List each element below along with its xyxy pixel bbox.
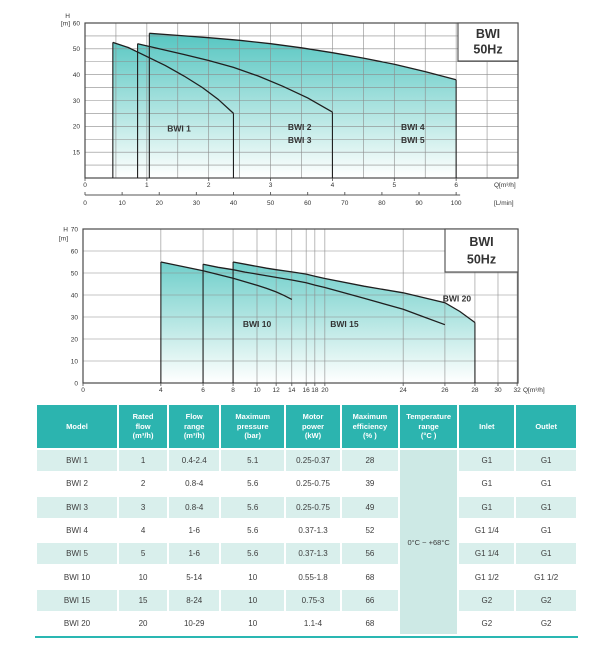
spec-cell-flow_range: 0.8-4 <box>169 473 219 494</box>
spec-cell-max_efficiency: 56 <box>342 543 398 564</box>
spec-cell-max_efficiency: 49 <box>342 497 398 518</box>
pump-operating-area <box>113 33 456 178</box>
spec-cell-max_pressure: 5.1 <box>221 450 284 471</box>
spec-cell-rated_flow: 5 <box>119 543 167 564</box>
x-tick-label: 4 <box>330 182 335 189</box>
lmin-tick-label: 20 <box>155 200 163 207</box>
y-tick-label: 30 <box>70 314 78 322</box>
spec-cell-flow_range: 8-24 <box>169 590 219 611</box>
spec-cell-inlet: G1 <box>459 450 514 471</box>
spec-row-bwi-20 <box>37 613 576 634</box>
spec-cell-motor_power: 0.37-1.3 <box>286 543 340 564</box>
spec-row-bwi-4 <box>37 520 576 541</box>
y-axis-name: H <box>65 13 70 20</box>
header-line: Maximum <box>235 411 270 421</box>
spec-col-header-model <box>37 405 117 448</box>
x-tick-label: 6 <box>201 387 205 394</box>
header-line: Maximum <box>352 411 388 421</box>
spec-cell-outlet: G1 <box>516 473 576 494</box>
spec-cell-max_efficiency: 52 <box>342 520 398 541</box>
pump-curve-chart-low-flow <box>0 0 609 215</box>
x-tick-label: 32 <box>513 387 521 394</box>
area-label: BWI 20 <box>442 293 472 304</box>
spec-cell-max_efficiency: 68 <box>342 566 398 587</box>
lmin-tick-label: 30 <box>192 200 200 207</box>
spec-cell-max_pressure: 5.6 <box>221 543 284 564</box>
x-tick-label: 30 <box>494 387 502 394</box>
x-tick-label: 5 <box>392 182 397 189</box>
x-tick-label: 18 <box>311 387 319 394</box>
lmin-axis-unit: [L/min] <box>494 200 514 207</box>
y-tick-label: 10 <box>70 358 78 366</box>
spec-cell-max_pressure: 5.6 <box>221 497 284 518</box>
header-line: flow <box>135 421 151 431</box>
x-tick-label: 14 <box>288 387 296 394</box>
spec-col-header-outlet <box>516 405 576 448</box>
spec-cell-flow_range: 10-29 <box>169 613 219 634</box>
header-line: Inlet <box>479 421 495 431</box>
spec-col-header-maximum <box>221 405 284 448</box>
spec-col-header-inlet <box>459 405 514 448</box>
y-tick-label: 50 <box>72 46 80 54</box>
y-axis-labels <box>61 13 80 157</box>
secondary-x-axis <box>83 192 514 207</box>
y-axis-unit: [m] <box>60 20 70 28</box>
x-tick-label: 3 <box>268 182 273 189</box>
x-tick-label: 20 <box>321 387 329 394</box>
spec-cell-model: BWI 3 <box>37 497 117 518</box>
header-line: (°C ) <box>420 431 437 441</box>
y-tick-label: 60 <box>72 20 80 28</box>
lmin-tick-label: 100 <box>450 200 462 207</box>
y-tick-label: 40 <box>70 292 78 300</box>
header-line: Temperature <box>406 411 452 421</box>
lmin-tick-label: 90 <box>415 200 423 207</box>
spec-row-bwi-15 <box>37 590 576 611</box>
header-line: (kW) <box>304 431 322 441</box>
x-tick-label: 1 <box>145 182 149 189</box>
header-line: (bar) <box>244 431 262 441</box>
header-line: Outlet <box>535 421 557 431</box>
header-line: (% ) <box>363 431 377 441</box>
x-tick-label: 16 <box>302 387 310 394</box>
area-label: BWI 1 <box>167 123 191 134</box>
lmin-tick-label: 50 <box>266 200 275 207</box>
y-tick-label: 15 <box>72 149 80 157</box>
legend <box>458 23 518 61</box>
spec-cell-max_efficiency: 68 <box>342 613 398 634</box>
header-line: (m³/h) <box>132 431 154 441</box>
x-tick-label: 26 <box>441 387 449 394</box>
y-tick-label: 0 <box>74 380 78 388</box>
spec-cell-motor_power: 0.75-3 <box>286 590 340 611</box>
spec-cell-inlet: G1 1/2 <box>459 566 514 587</box>
y-tick-label: 20 <box>70 336 78 344</box>
spec-row-bwi-10 <box>37 566 576 587</box>
y-tick-label: 60 <box>70 248 78 256</box>
spec-cell-rated_flow: 3 <box>119 497 167 518</box>
y-tick-label: 40 <box>72 72 80 80</box>
x-tick-label: 12 <box>272 387 280 394</box>
spec-cell-rated_flow: 20 <box>119 613 167 634</box>
x-tick-label: 10 <box>253 387 261 394</box>
spec-col-header-motor <box>286 405 340 448</box>
spec-cell-motor_power: 0.25-0.75 <box>286 497 340 518</box>
x-axis-unit: Q[m³/h] <box>494 182 516 189</box>
y-tick-label: 70 <box>70 226 78 234</box>
header-line: (m³/h) <box>183 431 205 441</box>
lmin-tick-label: 0 <box>83 200 87 207</box>
spec-cell-inlet: G1 <box>459 497 514 518</box>
header-line: pressure <box>236 421 269 431</box>
spec-cell-motor_power: 0.37-1.3 <box>286 520 340 541</box>
spec-cell-model: BWI 4 <box>37 520 117 541</box>
spec-cell-motor_power: 0.25-0.37 <box>286 450 340 471</box>
spec-cell-rated_flow: 10 <box>119 566 167 587</box>
spec-cell-model: BWI 5 <box>37 543 117 564</box>
area-label: BWI 5 <box>401 134 425 145</box>
spec-cell-max_pressure: 5.6 <box>221 473 284 494</box>
spec-cell-outlet: G2 <box>516 613 576 634</box>
spec-cell-max_efficiency: 28 <box>342 450 398 471</box>
pump-operating-area <box>161 262 475 383</box>
lmin-tick-label: 60 <box>304 200 312 207</box>
lmin-tick-label: 70 <box>341 200 349 207</box>
header-line: Rated <box>132 411 154 421</box>
spec-cell-temperature-range: 0°C ~ +68°C <box>400 450 458 634</box>
spec-cell-model: BWI 10 <box>37 566 117 587</box>
spec-cell-flow_range: 0.4-2.4 <box>169 450 219 471</box>
x-axis-unit: Q[m³/h] <box>523 387 545 394</box>
specifications-table <box>35 403 578 636</box>
spec-row-bwi-3 <box>37 497 576 518</box>
x-tick-label: 2 <box>206 182 211 189</box>
spec-cell-inlet: G1 <box>459 473 514 494</box>
spec-cell-inlet: G2 <box>459 590 514 611</box>
area-label: BWI 15 <box>330 318 359 329</box>
lmin-tick-label: 80 <box>378 200 386 207</box>
spec-cell-max_efficiency: 39 <box>342 473 398 494</box>
spec-cell-model: BWI 15 <box>37 590 117 611</box>
header-line: range <box>418 421 439 431</box>
legend <box>445 229 518 272</box>
table-bottom-rule <box>35 636 578 638</box>
spec-cell-motor_power: 1.1-4 <box>286 613 340 634</box>
spec-cell-model: BWI 1 <box>37 450 117 471</box>
header-line: efficiency <box>352 421 388 431</box>
legend-frequency: 50Hz <box>466 252 497 267</box>
spec-cell-rated_flow: 15 <box>119 590 167 611</box>
header-line: range <box>184 421 205 431</box>
spec-col-header-flow <box>169 405 219 448</box>
legend-frequency: 50Hz <box>473 42 503 57</box>
spec-cell-inlet: G1 1/4 <box>459 543 514 564</box>
y-tick-label: 50 <box>70 270 78 278</box>
lmin-tick-label: 40 <box>229 200 238 207</box>
spec-cell-flow_range: 1-6 <box>169 520 219 541</box>
spec-cell-outlet: G1 <box>516 450 576 471</box>
spec-cell-rated_flow: 1 <box>119 450 167 471</box>
spec-cell-model: BWI 20 <box>37 613 117 634</box>
spec-cell-flow_range: 0.8-4 <box>169 497 219 518</box>
header-line: power <box>301 421 325 431</box>
area-label: BWI 10 <box>242 318 272 329</box>
spec-cell-model: BWI 2 <box>37 473 117 494</box>
spec-cell-max_pressure: 5.6 <box>221 520 284 541</box>
y-axis-unit: [m] <box>58 235 68 243</box>
spec-row-bwi-1 <box>37 450 576 471</box>
spec-cell-flow_range: 5-14 <box>169 566 219 587</box>
spec-row-bwi-2 <box>37 473 576 494</box>
y-tick-label: 30 <box>72 97 80 105</box>
header-line: Motor <box>302 411 324 421</box>
x-axis-labels <box>83 178 516 189</box>
area-label: BWI 2 <box>287 121 312 132</box>
x-axis-labels <box>81 383 545 394</box>
spec-cell-outlet: G1 <box>516 497 576 518</box>
spec-col-header-rated <box>119 405 167 448</box>
x-tick-label: 24 <box>399 387 407 394</box>
x-tick-label: 6 <box>454 182 458 189</box>
spec-cell-inlet: G1 1/4 <box>459 520 514 541</box>
spec-cell-rated_flow: 2 <box>119 473 167 494</box>
legend-series-name: BWI <box>475 27 501 42</box>
spec-cell-outlet: G2 <box>516 590 576 611</box>
area-label: BWI 4 <box>401 121 425 132</box>
pump-curve-chart-high-flow <box>0 215 609 405</box>
y-axis-name: H <box>63 226 68 234</box>
lmin-tick-label: 10 <box>118 200 126 207</box>
y-axis-labels <box>59 226 78 387</box>
y-tick-label: 20 <box>72 123 80 131</box>
spec-cell-inlet: G2 <box>459 613 514 634</box>
spec-cell-rated_flow: 4 <box>119 520 167 541</box>
specifications-table-wrap <box>35 403 578 636</box>
spec-row-bwi-5 <box>37 543 576 564</box>
spec-cell-motor_power: 0.25-0.75 <box>286 473 340 494</box>
area-label: BWI 3 <box>287 134 312 145</box>
spec-cell-flow_range: 1-6 <box>169 543 219 564</box>
spec-col-header-maximum <box>342 405 398 448</box>
spec-cell-max_pressure: 10 <box>221 613 284 634</box>
spec-cell-outlet: G1 1/2 <box>516 566 576 587</box>
spec-cell-max_pressure: 10 <box>221 590 284 611</box>
x-tick-label: 0 <box>83 182 87 189</box>
spec-cell-outlet: G1 <box>516 520 576 541</box>
legend-series-name: BWI <box>469 235 494 250</box>
spec-header-row <box>37 405 576 448</box>
spec-col-header-temperature <box>400 405 458 448</box>
spec-cell-max_efficiency: 66 <box>342 590 398 611</box>
spec-cell-max_pressure: 10 <box>221 566 284 587</box>
header-line: Flow <box>185 411 203 421</box>
x-tick-label: 4 <box>159 387 163 394</box>
spec-cell-motor_power: 0.55-1.8 <box>286 566 340 587</box>
x-tick-label: 28 <box>471 387 479 394</box>
x-tick-label: 8 <box>231 387 235 394</box>
header-line: Model <box>66 421 88 431</box>
spec-cell-outlet: G1 <box>516 543 576 564</box>
x-tick-label: 0 <box>81 387 85 394</box>
